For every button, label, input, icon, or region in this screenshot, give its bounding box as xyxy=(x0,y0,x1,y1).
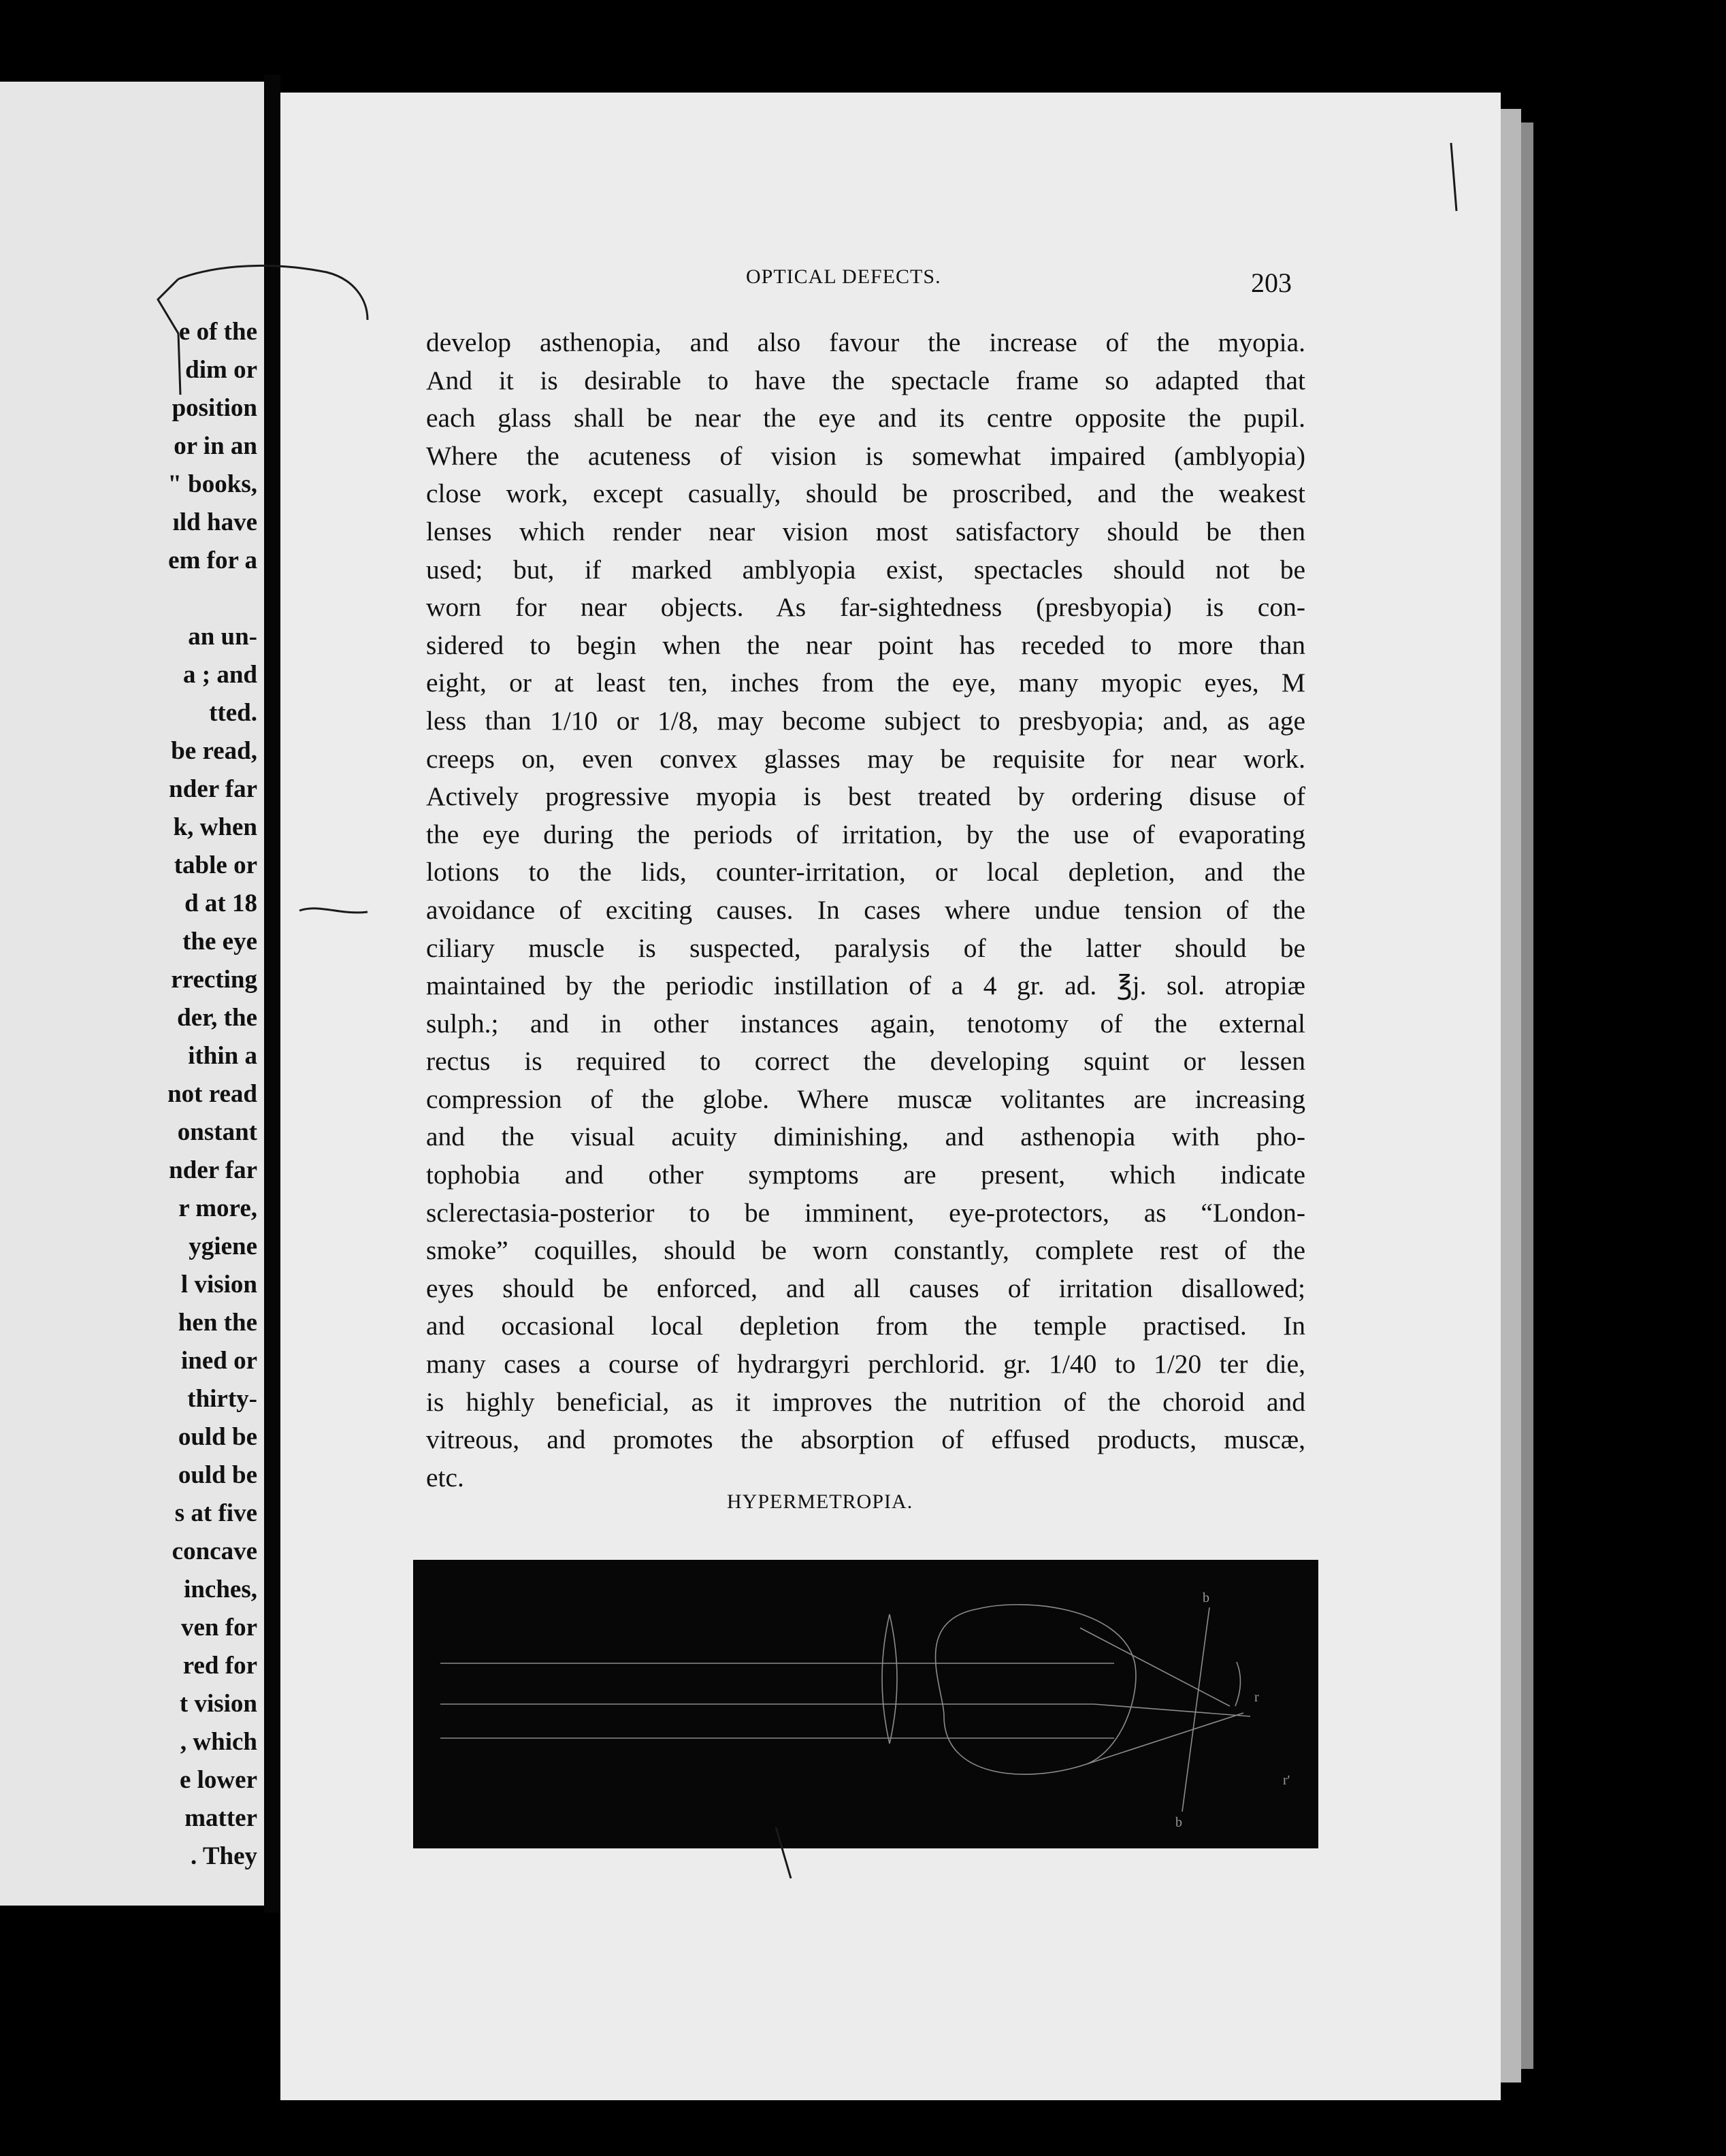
facing-page-line: ould be xyxy=(178,1423,257,1451)
text-line: lotions to the lids, counter-irritation, or local depletion, and the xyxy=(426,857,1305,887)
label-r: r xyxy=(1254,1690,1259,1705)
facing-page-line: an un- xyxy=(188,623,257,651)
facing-page-line: red for xyxy=(182,1652,257,1680)
text-line: creeps on, even convex glasses may be requisite for near work. xyxy=(426,743,1305,774)
page-edge xyxy=(1501,109,1521,2082)
facing-page-line: ithin a xyxy=(188,1042,257,1070)
text-line: less than 1/10 or 1/8, may become subject to presbyopia; and, as age xyxy=(426,705,1305,736)
label-b-bottom: b xyxy=(1175,1815,1182,1830)
hypermetropia-figure xyxy=(413,1560,1318,1848)
facing-page-line: onstant xyxy=(177,1118,257,1146)
facing-page-line: or in an xyxy=(174,432,257,460)
focal-line xyxy=(1182,1607,1209,1812)
section-heading: HYPERMETROPIA. xyxy=(727,1490,913,1513)
text-line: etc. xyxy=(426,1462,464,1492)
facing-page-line: nder far xyxy=(169,775,257,803)
text-line: is highly beneficial, as it improves the nutrition of the choroid and xyxy=(426,1386,1305,1417)
text-line: close work, except casually, should be proscribed, and the weakest xyxy=(426,478,1305,509)
optics-diagram xyxy=(413,1560,1318,1848)
facing-page-line: tted. xyxy=(209,699,257,727)
refracted-ray xyxy=(1080,1628,1230,1706)
facing-page-line: concave xyxy=(172,1537,257,1565)
facing-page-line: " books, xyxy=(167,470,257,498)
body-paragraph xyxy=(426,324,1305,1497)
text-line: many cases a course of hydrargyri perchlorid. gr. 1/40 to 1/20 ter die, xyxy=(426,1349,1305,1379)
facing-page-line: dim or xyxy=(185,356,257,384)
facing-page-line xyxy=(0,580,257,618)
facing-page-line: ygiene xyxy=(189,1232,257,1260)
text-line: maintained by the periodic instillation of a 4 gr. ad. ℥j. sol. atropiæ xyxy=(426,970,1305,1001)
facing-page-line: e of the xyxy=(178,318,257,346)
eyeball-outline xyxy=(936,1605,1136,1774)
facing-page-line: d at 18 xyxy=(184,889,257,917)
facing-page-line: not read xyxy=(167,1080,257,1108)
facing-page-line: a ; and xyxy=(183,661,257,689)
facing-page-line: the eye xyxy=(182,928,257,956)
facing-page-line: k, when xyxy=(173,813,257,841)
text-line: develop asthenopia, and also favour the increase of the myopia. xyxy=(426,327,1305,357)
facing-page-line: r more, xyxy=(178,1194,257,1222)
facing-page-line: nder far xyxy=(169,1156,257,1184)
text-line: avoidance of exciting causes. In cases where undue tension of the xyxy=(426,894,1305,925)
facing-page-line: ven for xyxy=(181,1614,257,1642)
book-gutter xyxy=(264,75,280,1912)
facing-page-line: matter xyxy=(184,1804,257,1832)
facing-page-line: e lower xyxy=(179,1766,257,1794)
text-line: eyes should be enforced, and all causes of irritation disallowed; xyxy=(426,1273,1305,1303)
text-line: rectus is required to correct the developing squint or lessen xyxy=(426,1046,1305,1077)
text-line: smoke” coquilles, should be worn constantly, complete rest of the xyxy=(426,1235,1305,1266)
arc-mark xyxy=(1235,1662,1241,1706)
facing-page-line: ined or xyxy=(180,1347,257,1375)
facing-page-fragment xyxy=(0,82,264,1906)
text-line: each glass shall be near the eye and its centre opposite the pupil. xyxy=(426,403,1305,434)
facing-page-line: rrecting xyxy=(171,966,257,994)
facing-page-line: table or xyxy=(174,851,257,879)
refracted-ray xyxy=(1094,1704,1250,1716)
facing-page-line: der, the xyxy=(177,1004,257,1032)
facing-page-line: l vision xyxy=(180,1271,257,1298)
facing-page-line: . They xyxy=(190,1842,257,1870)
text-line: sclerectasia-posterior to be imminent, eye-protectors, as “London- xyxy=(426,1197,1305,1228)
text-line: used; but, if marked amblyopia exist, spectacles should not be xyxy=(426,554,1305,585)
facing-page-text xyxy=(0,313,257,1876)
page-number: 203 xyxy=(1251,267,1292,298)
text-line: tophobia and other symptoms are present, which indicate xyxy=(426,1160,1305,1190)
facing-page-line: be read, xyxy=(171,737,257,765)
label-b-top: b xyxy=(1203,1590,1209,1605)
page-edge-shadow xyxy=(1521,122,1533,2069)
text-line: vitreous, and promotes the absorption of effused products, muscæ, xyxy=(426,1424,1305,1455)
label-r-prime: r' xyxy=(1283,1773,1290,1788)
facing-page-line: position xyxy=(172,394,257,422)
text-line: sulph.; and in other instances again, tenotomy of the external xyxy=(426,1008,1305,1039)
text-line: worn for near objects. As far-sightedness (presbyopia) is con- xyxy=(426,592,1305,623)
facing-page-line: s at five xyxy=(174,1499,257,1527)
text-line: eight, or at least ten, inches from the eye, many myopic eyes, M xyxy=(426,668,1305,698)
facing-page-line: inches, xyxy=(184,1575,257,1603)
facing-page-line: , which xyxy=(180,1728,257,1756)
convex-lens-icon xyxy=(882,1614,897,1744)
facing-page-line: thirty- xyxy=(187,1385,257,1413)
text-line: Where the acuteness of vision is somewhat impaired (amblyopia) xyxy=(426,440,1305,471)
text-line: and occasional local depletion from the temple practised. In xyxy=(426,1311,1305,1341)
text-line: ciliary muscle is suspected, paralysis of the latter should be xyxy=(426,932,1305,963)
text-line: compression of the globe. Where muscæ volitantes are increasing xyxy=(426,1083,1305,1114)
text-line: the eye during the periods of irritation, by the use of evaporating xyxy=(426,819,1305,849)
facing-page-line: ıld have xyxy=(172,508,257,536)
facing-page-line: em for a xyxy=(168,546,257,574)
text-line: Actively progressive myopia is best treated by ordering disuse of xyxy=(426,781,1305,812)
text-line: sidered to begin when the near point has receded to more than xyxy=(426,630,1305,660)
text-line: lenses which render near vision most satisfactory should be then xyxy=(426,516,1305,546)
facing-page-line: t vision xyxy=(179,1690,257,1718)
text-line: And it is desirable to have the spectacle frame so adapted that xyxy=(426,365,1305,395)
facing-page-line: hen the xyxy=(178,1309,257,1337)
running-head: OPTICAL DEFECTS. xyxy=(746,265,941,288)
facing-page-line: ould be xyxy=(178,1461,257,1489)
text-line: and the visual acuity diminishing, and asthenopia with pho- xyxy=(426,1122,1305,1152)
